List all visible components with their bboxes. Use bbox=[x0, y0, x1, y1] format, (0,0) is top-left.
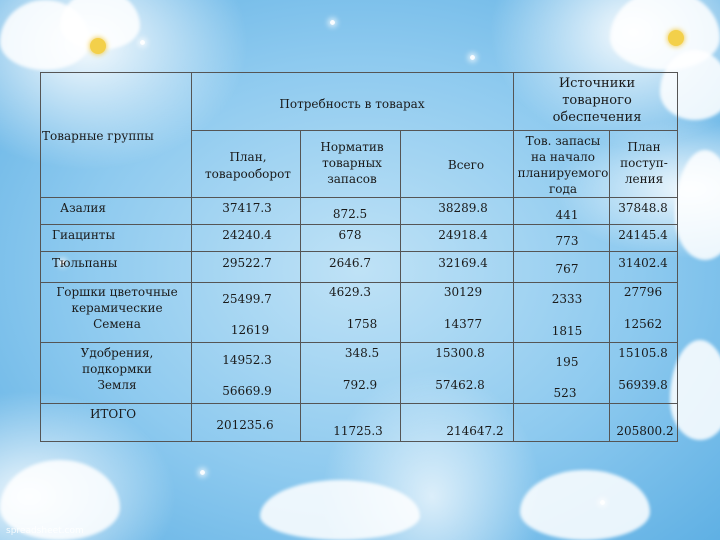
row-group: Удобрения, bbox=[80, 346, 154, 360]
row-group: Земля bbox=[97, 378, 137, 392]
row-total: 30129 bbox=[443, 285, 483, 299]
row-incoming: 15105.8 bbox=[618, 346, 668, 360]
row-total: 24918.4 bbox=[438, 228, 488, 242]
row-norm: 348.5 bbox=[344, 346, 380, 360]
row-incoming: 24145.4 bbox=[618, 228, 668, 242]
row-stock: 523 bbox=[553, 386, 577, 400]
row-total: 32169.4 bbox=[438, 256, 488, 270]
row-incoming: 37848.8 bbox=[618, 201, 668, 215]
watermark: spreadsheet.com bbox=[6, 526, 84, 536]
row-norm: 11725.3 bbox=[333, 424, 383, 438]
header-total: Всего bbox=[447, 158, 485, 172]
row-plan: 14952.3 bbox=[222, 353, 272, 367]
row-incoming: 205800.2 bbox=[616, 424, 674, 438]
row-norm: 1758 bbox=[346, 317, 378, 331]
row-stock: 767 bbox=[555, 262, 579, 276]
row-group: Семена bbox=[93, 317, 141, 331]
row-group: Горшки цветочные bbox=[56, 285, 178, 299]
row-group: Гиацинты bbox=[52, 228, 115, 242]
row-incoming: 56939.8 bbox=[618, 378, 668, 392]
row-plan: 12619 bbox=[230, 323, 270, 337]
row-norm: 792.9 bbox=[342, 378, 378, 392]
row-total: 38289.8 bbox=[438, 201, 488, 215]
header-groups: Товарные группы bbox=[42, 129, 154, 143]
row-stock: 195 bbox=[555, 355, 579, 369]
row-group: ИТОГО bbox=[89, 407, 137, 421]
row-total: 57462.8 bbox=[435, 378, 485, 392]
row-plan: 56669.9 bbox=[222, 384, 272, 398]
row-norm: 4629.3 bbox=[329, 285, 371, 299]
row-plan: 201235.6 bbox=[216, 418, 274, 432]
row-stock: 1815 bbox=[551, 324, 583, 338]
row-total: 15300.8 bbox=[435, 346, 485, 360]
row-group: Тюльпаны bbox=[52, 256, 118, 270]
row-norm: 678 bbox=[338, 228, 362, 242]
header-need: Потребность в товарах bbox=[279, 97, 425, 111]
row-group: керамические bbox=[71, 301, 163, 315]
row-group: Азалия bbox=[60, 201, 106, 215]
row-stock: 773 bbox=[555, 234, 579, 248]
row-group: подкормки bbox=[82, 362, 152, 376]
row-plan: 29522.7 bbox=[222, 256, 272, 270]
row-incoming: 12562 bbox=[623, 317, 663, 331]
row-plan: 24240.4 bbox=[222, 228, 272, 242]
row-incoming: 27796 bbox=[623, 285, 663, 299]
row-total: 214647.2 bbox=[446, 424, 504, 438]
row-norm: 872.5 bbox=[332, 207, 368, 221]
row-stock: 441 bbox=[555, 208, 579, 222]
row-norm: 2646.7 bbox=[329, 256, 371, 270]
row-plan: 25499.7 bbox=[222, 292, 272, 306]
row-total: 14377 bbox=[443, 317, 483, 331]
row-incoming: 31402.4 bbox=[618, 256, 668, 270]
row-stock: 2333 bbox=[551, 292, 583, 306]
row-plan: 37417.3 bbox=[222, 201, 272, 215]
